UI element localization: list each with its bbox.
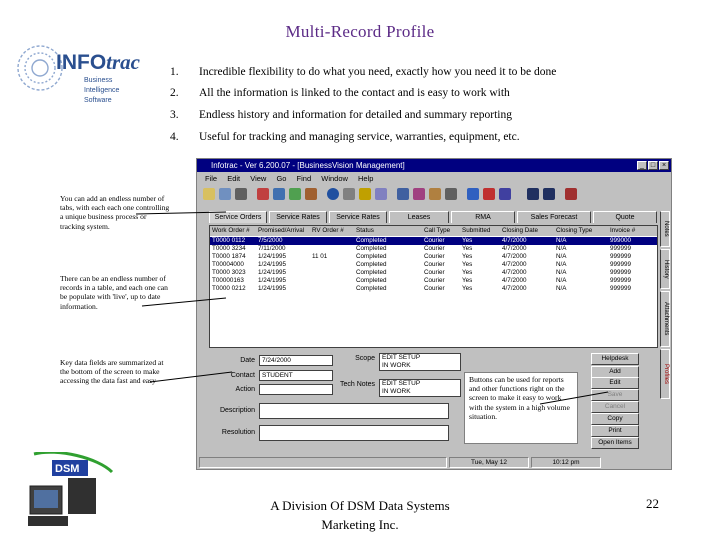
col-call-type[interactable]: Call Type bbox=[424, 227, 451, 234]
report-icon[interactable] bbox=[305, 188, 317, 200]
notes-icon[interactable] bbox=[375, 188, 387, 200]
print-button[interactable]: Print bbox=[591, 425, 639, 437]
status-bar bbox=[197, 457, 671, 469]
table-cell: 1/24/1995 bbox=[258, 261, 287, 268]
table-cell: 999999 bbox=[610, 269, 632, 276]
menu-view[interactable]: View bbox=[250, 174, 267, 183]
callout-table: There can be an endless number of records in a table, and each one can be populate with 'live', up to date information. bbox=[60, 274, 168, 311]
forward-arrow-icon[interactable] bbox=[543, 188, 555, 200]
table-cell: N/A bbox=[556, 285, 567, 292]
table-cell: N/A bbox=[556, 269, 567, 276]
table-cell: 1/24/1995 bbox=[258, 285, 287, 292]
table-cell: Yes bbox=[462, 245, 473, 252]
table-cell: 4/7/2000 bbox=[502, 285, 527, 292]
table-cell: N/A bbox=[556, 261, 567, 268]
table-cell: N/A bbox=[556, 245, 567, 252]
helpdesk-button[interactable]: Helpdesk bbox=[591, 353, 639, 365]
menu-edit[interactable]: Edit bbox=[227, 174, 241, 183]
tab-rma[interactable]: RMA bbox=[451, 211, 515, 223]
table-cell: Courier bbox=[424, 277, 445, 284]
add-button[interactable]: Add bbox=[591, 366, 639, 378]
calendar-icon[interactable] bbox=[289, 188, 301, 200]
description-field[interactable] bbox=[259, 403, 449, 419]
edit-button[interactable]: Edit bbox=[591, 377, 639, 389]
table-cell: N/A bbox=[556, 277, 567, 284]
col-closing-type[interactable]: Closing Type bbox=[556, 227, 593, 234]
col-closing-date[interactable]: Closing Date bbox=[502, 227, 539, 234]
table-cell: Yes bbox=[462, 261, 473, 268]
table-cell: 1/24/1995 bbox=[258, 277, 287, 284]
table-cell: 999999 bbox=[610, 277, 632, 284]
menu-go[interactable]: Go bbox=[276, 174, 287, 183]
mail-icon[interactable] bbox=[445, 188, 457, 200]
table-cell: Courier bbox=[424, 269, 445, 276]
table-row[interactable] bbox=[210, 237, 657, 245]
table-cell: Courier bbox=[424, 285, 445, 292]
side-tab-notes[interactable]: Notes bbox=[660, 211, 670, 247]
table-cell: Completed bbox=[356, 285, 387, 292]
table-cell: T00000163 bbox=[212, 277, 244, 284]
tab-quote[interactable]: Quote bbox=[593, 211, 657, 223]
table-cell: 7/11/2000 bbox=[258, 245, 286, 252]
menu-bar bbox=[197, 173, 671, 184]
table-row[interactable] bbox=[210, 285, 657, 293]
save-icon[interactable] bbox=[219, 188, 231, 200]
table-row[interactable] bbox=[210, 277, 657, 285]
toolbar bbox=[197, 185, 671, 205]
logo-wordmark: INFOtrac bbox=[56, 50, 140, 74]
col-invoice[interactable]: Invoice # bbox=[610, 227, 636, 234]
minimize-button[interactable]: _ bbox=[637, 161, 647, 170]
tech-notes-label: Tech Notes bbox=[339, 381, 375, 388]
table-cell: Completed bbox=[356, 253, 387, 260]
table-cell: 4/7/2000 bbox=[502, 269, 527, 276]
open-icon[interactable] bbox=[203, 188, 215, 200]
table-cell: Completed bbox=[356, 269, 387, 276]
table-cell: Courier bbox=[424, 237, 445, 244]
table-cell: Yes bbox=[462, 253, 473, 260]
filter-icon[interactable] bbox=[397, 188, 409, 200]
table-cell: 1/24/1995 bbox=[258, 269, 287, 276]
cancel-button[interactable]: Cancel bbox=[591, 401, 639, 413]
close-button[interactable]: × bbox=[659, 161, 669, 170]
side-tab-history[interactable]: History bbox=[660, 249, 670, 289]
money-icon[interactable] bbox=[359, 188, 371, 200]
table-row[interactable] bbox=[210, 269, 657, 277]
records-table bbox=[209, 225, 658, 348]
resolution-label: Resolution bbox=[221, 429, 255, 436]
contact-label: Contact bbox=[230, 372, 255, 379]
callout-tabs: You can add an endless number of tabs, with each each one controlling a unique business process or tracking system. bbox=[60, 194, 170, 231]
footer: A Division Of DSM Data Systems Marketing Inc. bbox=[270, 498, 450, 532]
app-window bbox=[196, 158, 672, 470]
maximize-button[interactable]: □ bbox=[648, 161, 658, 170]
table-cell: Completed bbox=[356, 245, 387, 252]
svg-text:DSM: DSM bbox=[55, 463, 80, 475]
info-icon[interactable] bbox=[327, 188, 339, 200]
status-time: 10:12 pm bbox=[531, 457, 601, 468]
col-work-order[interactable]: Work Order # bbox=[212, 227, 250, 234]
tab-service-orders[interactable]: Service Orders bbox=[209, 211, 267, 223]
email-icon[interactable] bbox=[467, 188, 479, 200]
tab-leases[interactable]: Leases bbox=[389, 211, 449, 223]
exit-icon[interactable] bbox=[565, 188, 577, 200]
table-cell: 4/7/2000 bbox=[502, 261, 527, 268]
copy-button[interactable]: Copy bbox=[591, 413, 639, 425]
table-cell: Courier bbox=[424, 261, 445, 268]
table-cell: Yes bbox=[462, 237, 473, 244]
record-tabs bbox=[209, 211, 659, 223]
tech-notes-field[interactable]: EDIT SETUP IN WORK bbox=[379, 379, 461, 397]
table-row[interactable] bbox=[210, 245, 657, 253]
table-cell: 999000 bbox=[610, 237, 632, 244]
scope-label: Scope bbox=[355, 355, 375, 362]
date-field[interactable]: 7/24/2000 bbox=[259, 355, 333, 366]
window-title: Infotrac - Ver 6.200.07 - [BusinessVision Management] bbox=[197, 159, 671, 172]
alert-icon[interactable] bbox=[483, 188, 495, 200]
menu-help[interactable]: Help bbox=[358, 174, 374, 183]
tab-service-rates-2[interactable]: Service Rates bbox=[329, 211, 387, 223]
table-cell: 4/7/2000 bbox=[502, 237, 527, 244]
table-cell: T0000 1874 bbox=[212, 253, 246, 260]
table-cell: T0000 3023 bbox=[212, 269, 246, 276]
resolution-field[interactable] bbox=[259, 425, 449, 441]
logo-tagline: Business Intelligence Software bbox=[84, 77, 120, 104]
table-cell: Completed bbox=[356, 261, 387, 268]
tab-service-rates[interactable]: Service Rates bbox=[269, 211, 327, 223]
table-cell: Yes bbox=[462, 269, 473, 276]
table-cell: 999999 bbox=[610, 261, 632, 268]
table-cell: 999999 bbox=[610, 245, 632, 252]
col-status[interactable]: Status bbox=[356, 227, 374, 234]
contact-field[interactable]: STUDENT bbox=[259, 370, 333, 381]
table-cell: T0000 0112 bbox=[212, 237, 246, 244]
table-cell: 4/7/2000 bbox=[502, 253, 527, 260]
table-cell: T0000 3234 bbox=[212, 245, 246, 252]
table-row[interactable] bbox=[210, 261, 657, 269]
table-cell: 1/24/1995 bbox=[258, 253, 287, 260]
table-cell: 7/5/2000 bbox=[258, 237, 283, 244]
page-number: 22 bbox=[646, 496, 659, 511]
folder-icon[interactable] bbox=[429, 188, 441, 200]
action-label: Action bbox=[235, 386, 255, 393]
phone-icon[interactable] bbox=[257, 188, 269, 200]
table-cell: 999999 bbox=[610, 285, 632, 292]
chart-icon[interactable] bbox=[413, 188, 425, 200]
callout-fields: Key data fields are summarized at the bottom of the screen to make accessing the data fast and easy bbox=[60, 358, 164, 386]
table-header bbox=[210, 226, 657, 236]
table-cell: 4/7/2000 bbox=[502, 245, 527, 252]
table-cell: T0000 0212 bbox=[212, 285, 246, 292]
col-promised[interactable]: Promised/Arrival bbox=[258, 227, 305, 234]
status-empty bbox=[199, 457, 447, 468]
slide-title: Multi-Record Profile bbox=[285, 22, 435, 41]
table-cell: T00004000 bbox=[212, 261, 244, 268]
table-row[interactable] bbox=[210, 253, 657, 261]
menu-file[interactable]: File bbox=[205, 174, 218, 183]
scope-field[interactable]: EDIT SETUP IN WORK bbox=[379, 353, 461, 371]
col-submitted[interactable]: Submitted bbox=[462, 227, 491, 234]
col-rv-order[interactable]: RV Order # bbox=[312, 227, 344, 234]
side-tab-profiles[interactable]: Profiles bbox=[660, 349, 670, 399]
table-cell: Completed bbox=[356, 237, 387, 244]
table-cell: Completed bbox=[356, 277, 387, 284]
contact-icon[interactable] bbox=[273, 188, 285, 200]
side-tab-attachments[interactable]: Attachments bbox=[660, 291, 670, 347]
find-icon[interactable] bbox=[343, 188, 355, 200]
print-icon[interactable] bbox=[235, 188, 247, 200]
date-label: Date bbox=[240, 357, 255, 364]
table-cell: N/A bbox=[556, 253, 567, 260]
menu-find[interactable]: Find bbox=[296, 174, 312, 183]
description-label: Description bbox=[219, 407, 255, 414]
help-icon[interactable] bbox=[499, 188, 511, 200]
tab-sales-forecast[interactable]: Sales Forecast bbox=[517, 211, 591, 223]
table-cell: Yes bbox=[462, 277, 473, 284]
table-cell: 11 01 bbox=[312, 253, 328, 260]
callout-buttons: Buttons can be used for reports and other functions right on the screen to make it easy to work with the system in a high volume situation. bbox=[464, 372, 578, 444]
table-cell: 4/7/2000 bbox=[502, 277, 527, 284]
back-arrow-icon[interactable] bbox=[527, 188, 539, 200]
table-cell: 999999 bbox=[610, 253, 632, 260]
open-items-button[interactable]: Open Items bbox=[591, 437, 639, 449]
save-button[interactable]: Save bbox=[591, 389, 639, 401]
table-cell: Courier bbox=[424, 245, 445, 252]
table-cell: N/A bbox=[556, 237, 567, 244]
table-cell: Yes bbox=[462, 285, 473, 292]
status-date: Tue, May 12 bbox=[449, 457, 529, 468]
menu-window[interactable]: Window bbox=[321, 174, 348, 183]
table-cell: Courier bbox=[424, 253, 445, 260]
